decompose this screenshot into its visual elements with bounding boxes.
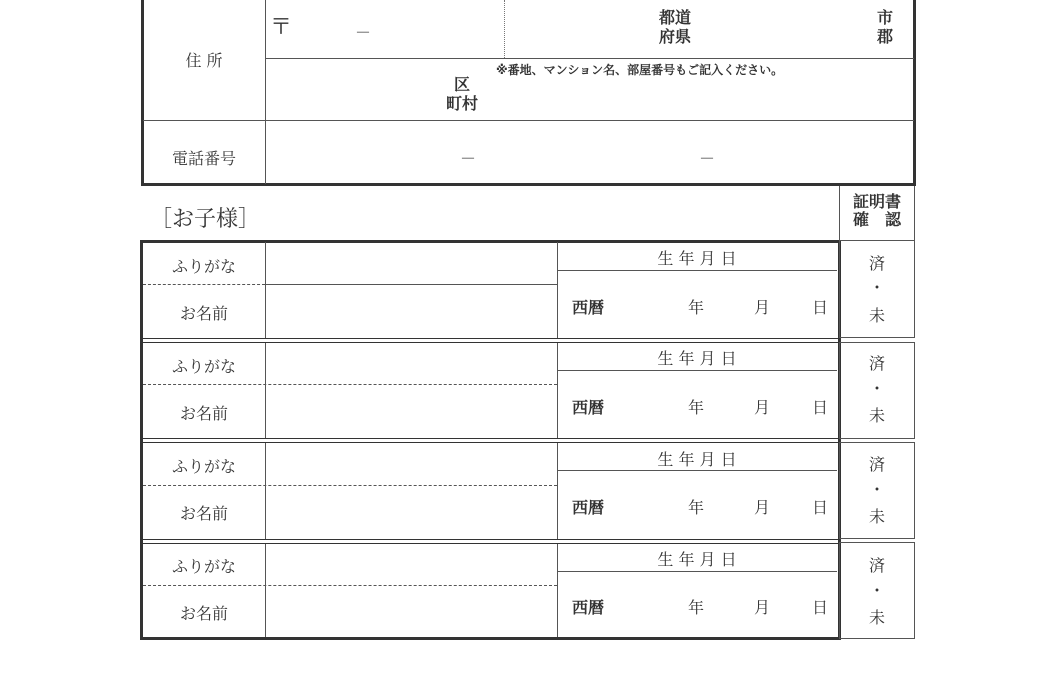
- city-input[interactable]: [700, 6, 865, 50]
- certified-option[interactable]: 済: [868, 455, 885, 474]
- furigana-input[interactable]: [268, 345, 554, 382]
- month-input[interactable]: [708, 577, 752, 631]
- month-label: 月: [754, 398, 771, 417]
- city-suffix-top: 市: [876, 8, 893, 27]
- month-label: 月: [754, 498, 771, 517]
- postal-code-second-input[interactable]: [380, 6, 498, 50]
- furigana-input[interactable]: [268, 244, 554, 282]
- day-label: 日: [812, 598, 829, 617]
- day-input[interactable]: [772, 276, 810, 332]
- year-input[interactable]: [612, 376, 684, 432]
- child-row-separator: [141, 438, 838, 439]
- field-dashed-divider: [265, 284, 557, 285]
- furigana-name-divider: [143, 485, 557, 486]
- era-label: 西暦: [572, 398, 605, 417]
- certificate-header-bottom: 確 認: [852, 210, 901, 229]
- ward-suffix-top: 区: [453, 75, 470, 94]
- dob-header: 生 年 月 日: [657, 349, 737, 368]
- year-input[interactable]: [612, 476, 684, 532]
- phone-middle-input[interactable]: [480, 126, 696, 178]
- era-label: 西暦: [572, 298, 605, 317]
- table-bottom-border: [141, 183, 916, 186]
- street-address-input[interactable]: [490, 76, 908, 116]
- certified-option[interactable]: 済: [868, 556, 885, 575]
- table-right-border: [913, 0, 916, 186]
- prefecture-input[interactable]: [510, 6, 650, 50]
- option-separator: ・: [868, 581, 885, 600]
- day-label: 日: [812, 398, 829, 417]
- era-label: 西暦: [572, 498, 605, 517]
- certificate-header-top: 証明書: [852, 192, 901, 211]
- child-row-separator: [141, 442, 838, 443]
- day-label: 日: [812, 298, 829, 317]
- children-heading: ［お子様］: [150, 207, 261, 232]
- year-label: 年: [688, 398, 705, 417]
- certificate-header: [839, 186, 915, 240]
- name-label: お名前: [179, 604, 228, 623]
- prefecture-suffix-top: 都道: [658, 8, 691, 27]
- ward-suffix-bottom: 町村: [445, 94, 478, 113]
- dob-header: 生 年 月 日: [657, 249, 737, 268]
- name-input[interactable]: [268, 489, 554, 535]
- name-label: お名前: [179, 504, 228, 523]
- child-row-separator: [141, 539, 838, 540]
- postal-mark-icon: 〒: [270, 15, 293, 40]
- dob-header-divider: [557, 270, 837, 271]
- phone-dash-1: －: [460, 149, 477, 168]
- certificate-check-box[interactable]: [839, 240, 915, 338]
- prefecture-suffix-bottom: 府県: [658, 27, 691, 46]
- name-input[interactable]: [268, 288, 554, 334]
- phone-row-divider: [143, 120, 914, 121]
- child-row-separator: [141, 338, 838, 339]
- era-label: 西暦: [572, 598, 605, 617]
- option-separator: ・: [868, 379, 885, 398]
- month-input[interactable]: [708, 476, 752, 532]
- postal-divider: [504, 0, 505, 58]
- child-row-separator: [141, 342, 838, 343]
- label-divider: [265, 544, 266, 637]
- label-divider: [265, 242, 266, 338]
- month-label: 月: [754, 598, 771, 617]
- month-label: 月: [754, 298, 771, 317]
- postal-code-first-input[interactable]: [296, 6, 348, 50]
- furigana-input[interactable]: [268, 546, 554, 583]
- option-separator: ・: [868, 480, 885, 499]
- phone-last-input[interactable]: [720, 126, 908, 178]
- month-input[interactable]: [708, 276, 752, 332]
- label-divider: [265, 443, 266, 539]
- name-label: お名前: [179, 404, 228, 423]
- furigana-label: ふりがな: [171, 257, 236, 276]
- phone-label: 電話番号: [171, 149, 236, 168]
- label-column-divider: [265, 0, 266, 184]
- name-input[interactable]: [268, 388, 554, 434]
- name-label: お名前: [179, 304, 228, 323]
- furigana-label: ふりがな: [171, 457, 236, 476]
- phone-dash-2: －: [699, 149, 716, 168]
- postal-dash: －: [355, 23, 372, 42]
- certified-option[interactable]: 済: [868, 354, 885, 373]
- dob-header: 生 年 月 日: [657, 450, 737, 469]
- year-input[interactable]: [612, 276, 684, 332]
- certificate-check-box[interactable]: [839, 342, 915, 439]
- address-note: ※番地、マンション名、部屋番号もご記入ください。: [496, 63, 784, 77]
- year-label: 年: [688, 498, 705, 517]
- day-input[interactable]: [772, 376, 810, 432]
- label-dashed-divider: [143, 284, 265, 285]
- day-label: 日: [812, 498, 829, 517]
- child-row-separator: [141, 543, 838, 544]
- month-input[interactable]: [708, 376, 752, 432]
- certified-option[interactable]: 済: [868, 254, 885, 273]
- furigana-name-divider: [143, 585, 557, 586]
- ward-input[interactable]: [272, 76, 440, 116]
- furigana-input[interactable]: [268, 445, 554, 483]
- dob-header: 生 年 月 日: [657, 550, 737, 569]
- dob-header-divider: [557, 470, 837, 471]
- dob-header-divider: [557, 571, 837, 572]
- dob-header-divider: [557, 370, 837, 371]
- furigana-label: ふりがな: [171, 557, 236, 576]
- year-label: 年: [688, 598, 705, 617]
- not-certified-option[interactable]: 未: [868, 306, 885, 325]
- day-input[interactable]: [772, 476, 810, 532]
- year-input[interactable]: [612, 577, 684, 631]
- not-certified-option[interactable]: 未: [868, 507, 885, 526]
- option-separator: ・: [868, 278, 885, 297]
- not-certified-option[interactable]: 未: [868, 406, 885, 425]
- name-input[interactable]: [268, 589, 554, 633]
- address-label: 住 所: [185, 51, 223, 70]
- certificate-check-box[interactable]: [839, 442, 915, 539]
- furigana-label: ふりがな: [171, 357, 236, 376]
- city-suffix-bottom: 郡: [876, 27, 893, 46]
- day-input[interactable]: [772, 577, 810, 631]
- label-divider: [265, 343, 266, 439]
- not-certified-option[interactable]: 未: [868, 608, 885, 627]
- furigana-name-divider: [143, 384, 557, 385]
- year-label: 年: [688, 298, 705, 317]
- address-row-divider: [265, 58, 914, 59]
- phone-area-input[interactable]: [272, 126, 458, 178]
- certificate-check-box[interactable]: [839, 542, 915, 639]
